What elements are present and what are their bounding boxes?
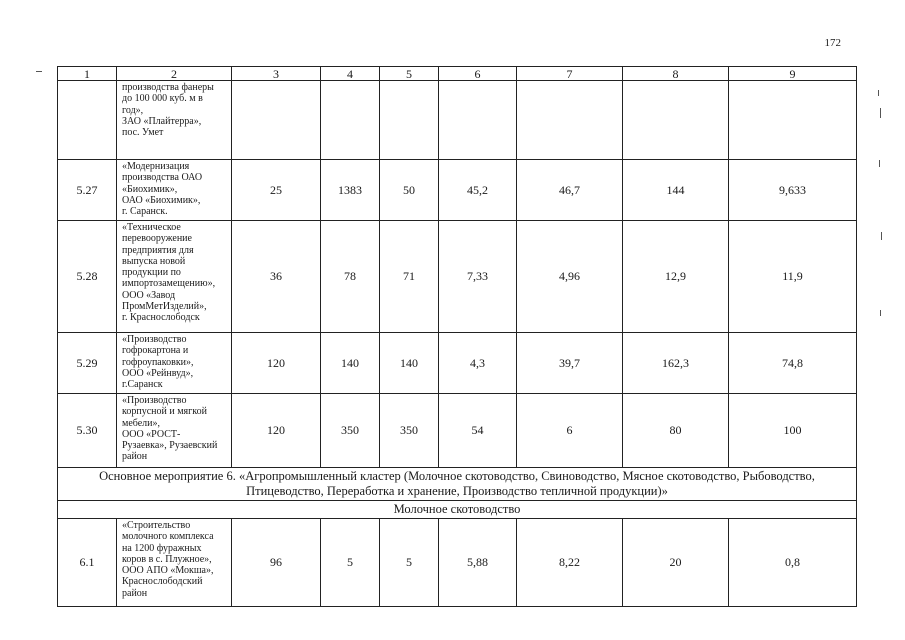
scan-artifact [878, 90, 879, 96]
measures-table [57, 66, 857, 607]
value-cell [729, 81, 857, 160]
section-title-line: Основное мероприятие 6. «Агропромышленный кластер (Молочное скотоводство, Свиноводство, Мясное скотоводство, Рыбоводство, [99, 469, 815, 483]
value-cell: 4,3 [439, 333, 517, 394]
row-number [58, 81, 117, 160]
value-cell: 45,2 [439, 160, 517, 221]
value-cell: 0,8 [729, 519, 857, 607]
page-number: 172 [824, 37, 841, 49]
value-cell [439, 81, 517, 160]
description-line: ООО «Рейнвуд», [122, 367, 194, 379]
description-line: до 100 000 куб. м в [122, 93, 203, 105]
value-cell [623, 81, 729, 160]
value-cell: 7,33 [439, 221, 517, 333]
value-cell: 6 [517, 394, 623, 468]
description-line: ООО АПО «Мокша», [122, 565, 214, 577]
value-cell: 5 [321, 519, 380, 607]
description-line: производства ОАО [122, 172, 203, 184]
value-cell: 9,633 [729, 160, 857, 221]
value-cell: 5 [380, 519, 439, 607]
description-line: молочного комплекса [122, 531, 214, 543]
scan-artifact [879, 160, 880, 167]
project-description [117, 221, 232, 333]
header-row [58, 67, 857, 81]
description-line: на 1200 фуражных [122, 542, 202, 554]
row-number: 5.27 [58, 160, 117, 221]
description-line: г. Краснослободск [122, 312, 200, 324]
description-line: год», [122, 104, 144, 116]
column-header: 9 [729, 67, 857, 81]
description-line: корпусной и мягкой [122, 406, 207, 418]
description-line: г.Саранск [122, 379, 163, 391]
value-cell: 78 [321, 221, 380, 333]
description-line: Рузаевка», Рузаевский [122, 440, 218, 452]
value-cell [232, 81, 321, 160]
description-line: импортозамещению», [122, 278, 216, 290]
description-line: ООО «Завод [122, 289, 176, 301]
value-cell: 120 [232, 394, 321, 468]
description-line: ООО «РОСТ- [122, 428, 181, 440]
value-cell: 350 [321, 394, 380, 468]
value-cell: 140 [321, 333, 380, 394]
description-line: ЗАО «Плайтерра», [122, 115, 202, 127]
scan-artifact [36, 71, 42, 72]
description-line: «Производство [122, 395, 187, 406]
column-header: 6 [439, 67, 517, 81]
scan-artifact [880, 108, 881, 118]
row-number: 5.28 [58, 221, 117, 333]
row-number: 5.30 [58, 394, 117, 468]
value-cell: 36 [232, 221, 321, 333]
value-cell: 1383 [321, 160, 380, 221]
value-cell: 100 [729, 394, 857, 468]
project-description [117, 81, 232, 160]
value-cell: 74,8 [729, 333, 857, 394]
description-line: гофроупаковки», [122, 356, 194, 368]
value-cell: 8,22 [517, 519, 623, 607]
table-row [58, 221, 857, 333]
value-cell: 4,96 [517, 221, 623, 333]
section-title-line: Птицеводство, Переработка и хранение, Производство тепличной продукции)» [246, 484, 668, 498]
description-line: ПромМетИзделий», [122, 301, 207, 313]
value-cell: 54 [439, 394, 517, 468]
value-cell: 5,88 [439, 519, 517, 607]
value-cell: 140 [380, 333, 439, 394]
description-line: Краснослободский [122, 576, 203, 588]
description-line: район [122, 587, 148, 599]
value-cell: 162,3 [623, 333, 729, 394]
value-cell: 96 [232, 519, 321, 607]
project-description [117, 394, 232, 468]
section-title [58, 468, 857, 501]
description-line: предприятия для [122, 244, 194, 256]
value-cell [321, 81, 380, 160]
column-header: 7 [517, 67, 623, 81]
project-description [117, 333, 232, 394]
description-line: гофрокартона и [122, 345, 189, 357]
subsection-row [58, 501, 857, 519]
description-line: «Производство [122, 334, 187, 345]
value-cell: 20 [623, 519, 729, 607]
value-cell: 350 [380, 394, 439, 468]
row-number: 5.29 [58, 333, 117, 394]
description-line: перевооружение [122, 233, 192, 245]
project-description [117, 160, 232, 221]
column-header: 1 [58, 67, 117, 81]
description-line: пос. Умет [122, 127, 164, 139]
description-line: «Модернизация [122, 161, 190, 172]
section-row [58, 468, 857, 501]
value-cell: 80 [623, 394, 729, 468]
table-row [58, 81, 857, 160]
description-line: ОАО «Биохимик», [122, 194, 201, 206]
value-cell: 11,9 [729, 221, 857, 333]
description-line: производства фанеры [122, 82, 214, 93]
description-line: район [122, 451, 148, 463]
value-cell: 120 [232, 333, 321, 394]
value-cell: 39,7 [517, 333, 623, 394]
description-line: г. Саранск. [122, 206, 168, 218]
column-header: 3 [232, 67, 321, 81]
description-line: мебели», [122, 417, 161, 429]
description-line: коров в с. Плужное», [122, 553, 212, 565]
value-cell: 71 [380, 221, 439, 333]
description-line: продукции по [122, 267, 181, 279]
row-number: 6.1 [58, 519, 117, 607]
table-row [58, 519, 857, 607]
value-cell: 144 [623, 160, 729, 221]
subsection-title: Молочное скотоводство [58, 501, 857, 519]
table-row [58, 394, 857, 468]
project-description [117, 519, 232, 607]
column-header: 8 [623, 67, 729, 81]
scan-artifact [880, 310, 881, 316]
value-cell [517, 81, 623, 160]
description-line: выпуска новой [122, 255, 186, 267]
column-header: 5 [380, 67, 439, 81]
description-line: «Биохимик», [122, 183, 178, 195]
scan-artifact [881, 232, 882, 240]
table-row [58, 160, 857, 221]
value-cell: 50 [380, 160, 439, 221]
value-cell [380, 81, 439, 160]
column-header: 2 [117, 67, 232, 81]
value-cell: 25 [232, 160, 321, 221]
value-cell: 12,9 [623, 221, 729, 333]
description-line: «Строительство [122, 520, 191, 531]
value-cell: 46,7 [517, 160, 623, 221]
description-line: «Техническое [122, 222, 181, 233]
table-row [58, 333, 857, 394]
column-header: 4 [321, 67, 380, 81]
